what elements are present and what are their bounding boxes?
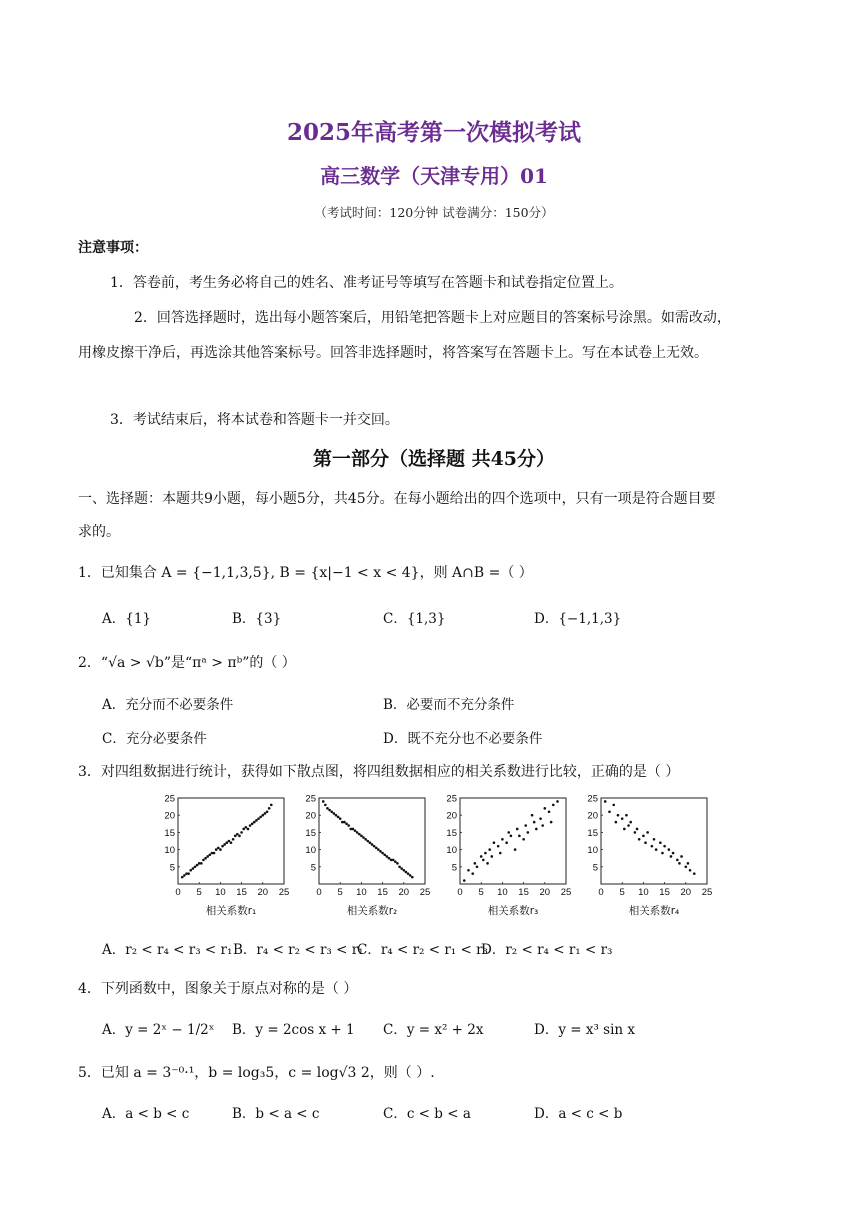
- data-point: [644, 841, 647, 844]
- data-point: [653, 838, 656, 841]
- x-tick-label: 15: [659, 887, 670, 898]
- data-point: [247, 828, 250, 831]
- data-point: [221, 845, 224, 848]
- y-tick-label: 10: [164, 845, 175, 857]
- data-point: [358, 833, 361, 836]
- question-4-option-a[interactable]: A．y = 2ˣ − 1/2ˣ: [102, 1022, 215, 1038]
- plot-frame: [460, 798, 566, 884]
- question-2-option-c[interactable]: C．充分必要条件: [102, 731, 207, 747]
- data-point: [232, 838, 235, 841]
- data-point: [369, 841, 372, 844]
- data-point: [400, 867, 403, 870]
- data-point: [345, 823, 348, 826]
- question-2-option-a[interactable]: A．充分而不必要条件: [102, 697, 234, 713]
- data-point: [228, 840, 231, 843]
- data-point: [405, 871, 408, 874]
- data-point: [240, 831, 243, 834]
- data-point: [634, 831, 637, 834]
- data-point: [253, 821, 256, 824]
- data-point: [476, 866, 479, 869]
- data-point: [544, 807, 547, 810]
- question-2-option-d[interactable]: D．既不充分也不必要条件: [383, 731, 543, 747]
- data-point: [687, 862, 690, 865]
- x-tick-label: 15: [518, 887, 529, 898]
- data-point: [371, 843, 374, 846]
- scatter-plot-1: [158, 794, 288, 922]
- question-3-stem: 3．对四组数据进行统计，获得如下散点图，将四组数据相应的相关系数进行比较，正确的是（ ）: [78, 764, 680, 780]
- y-tick-label: 5: [451, 862, 457, 874]
- x-tick-label: 10: [638, 887, 649, 898]
- data-point: [510, 835, 513, 838]
- y-tick-label: 25: [587, 793, 598, 805]
- data-point: [407, 872, 410, 875]
- data-point: [651, 845, 654, 848]
- question-1-option-c[interactable]: C．{1,3}: [383, 611, 446, 627]
- data-point: [392, 859, 395, 862]
- x-axis-label: 相关系数r₁: [205, 905, 257, 917]
- data-point: [335, 814, 338, 817]
- question-1-option-b[interactable]: B．{3}: [232, 611, 282, 627]
- data-point: [394, 860, 397, 863]
- data-point: [322, 800, 325, 803]
- y-tick-label: 25: [305, 793, 316, 805]
- data-point: [352, 828, 355, 831]
- question-5-option-d[interactable]: D．a < c < b: [534, 1106, 623, 1122]
- data-point: [488, 848, 491, 851]
- data-point: [328, 809, 331, 812]
- data-point: [474, 862, 477, 865]
- y-tick-label: 25: [164, 793, 175, 805]
- y-tick-label: 15: [587, 827, 598, 839]
- data-point: [623, 828, 626, 831]
- data-point: [262, 814, 265, 817]
- data-point: [381, 852, 384, 855]
- data-point: [398, 866, 401, 869]
- data-point: [403, 869, 406, 872]
- data-point: [238, 835, 241, 838]
- x-tick-label: 25: [419, 887, 431, 898]
- question-3-option-d[interactable]: D．r₂ < r₄ < r₁ < r₃: [481, 942, 613, 958]
- question-4-option-b[interactable]: B．y = 2cos x + 1: [232, 1022, 355, 1038]
- data-point: [396, 862, 399, 865]
- data-point: [608, 810, 611, 813]
- data-point: [181, 876, 184, 879]
- data-point: [507, 831, 510, 834]
- scatter-plot-4: [581, 794, 711, 922]
- data-point: [501, 838, 504, 841]
- data-point: [264, 812, 267, 815]
- data-point: [663, 845, 666, 848]
- data-point: [366, 840, 369, 843]
- y-tick-label: 20: [587, 810, 598, 822]
- data-point: [411, 876, 414, 879]
- data-point: [213, 852, 216, 855]
- data-point: [362, 836, 365, 839]
- data-point: [522, 838, 525, 841]
- x-tick-label: 25: [560, 887, 572, 898]
- question-3-option-b[interactable]: B．r₄ < r₂ < r₃ < r₁: [233, 942, 364, 958]
- x-tick-label: 15: [377, 887, 388, 898]
- x-tick-label: 0: [175, 887, 181, 898]
- data-point: [636, 828, 639, 831]
- data-point: [377, 848, 380, 851]
- part1-intro-line1: 一、选择题：本题共9小题，每小题5分，共45分。在每小题给出的四个选项中，只有一项是符合题目要: [78, 491, 716, 507]
- data-point: [482, 859, 485, 862]
- x-tick-label: 15: [236, 887, 247, 898]
- data-point: [375, 847, 378, 850]
- data-point: [259, 816, 262, 819]
- plot-frame: [178, 798, 284, 884]
- data-point: [236, 833, 239, 836]
- data-point: [642, 835, 645, 838]
- data-point: [685, 866, 688, 869]
- data-point: [524, 824, 527, 827]
- data-point: [183, 874, 186, 877]
- y-tick-label: 5: [592, 862, 598, 874]
- x-tick-label: 10: [356, 887, 367, 898]
- x-tick-label: 5: [619, 887, 625, 898]
- scatter-plot-3-svg: [440, 794, 570, 922]
- data-point: [324, 804, 327, 807]
- data-point: [364, 838, 367, 841]
- part1-intro-line2: 求的。: [78, 524, 120, 540]
- data-point: [373, 845, 376, 848]
- data-point: [242, 828, 245, 831]
- y-tick-label: 20: [305, 810, 316, 822]
- data-point: [249, 824, 252, 827]
- question-1-stem: 1．已知集合 A = {−1,1,3,5}, B = {x|−1 < x < 4}，则 A∩B =（ ）: [78, 565, 533, 581]
- data-point: [360, 835, 363, 838]
- data-point: [689, 869, 692, 872]
- question-4-stem: 4．下列函数中，图象关于原点对称的是（ ）: [78, 981, 358, 997]
- data-point: [604, 800, 607, 803]
- data-point: [484, 852, 487, 855]
- y-tick-label: 25: [446, 793, 457, 805]
- plot-frame: [319, 798, 425, 884]
- exam-title: 2025年高考第一次模拟考试: [286, 119, 581, 146]
- data-point: [339, 817, 342, 820]
- data-point: [627, 824, 630, 827]
- x-tick-label: 20: [539, 887, 551, 898]
- data-point: [678, 862, 681, 865]
- data-point: [625, 814, 628, 817]
- y-tick-label: 5: [169, 862, 175, 874]
- data-point: [668, 848, 671, 851]
- y-tick-label: 15: [164, 827, 175, 839]
- data-point: [497, 845, 500, 848]
- data-point: [409, 874, 412, 877]
- data-point: [245, 826, 248, 829]
- exam-subtitle: 高三数学（天津专用）01: [320, 164, 548, 188]
- y-tick-label: 20: [164, 810, 175, 822]
- data-point: [550, 821, 553, 824]
- data-point: [463, 879, 466, 882]
- data-point: [383, 853, 386, 856]
- data-point: [266, 810, 269, 813]
- data-point: [337, 816, 340, 819]
- data-point: [617, 814, 620, 817]
- x-tick-label: 0: [457, 887, 463, 898]
- data-point: [347, 824, 350, 827]
- x-tick-label: 5: [478, 887, 484, 898]
- scatter-plot-2-svg: [299, 794, 429, 922]
- x-tick-label: 10: [497, 887, 508, 898]
- data-point: [518, 835, 521, 838]
- data-point: [206, 855, 209, 858]
- question-4-option-d[interactable]: D．y = x³ sin x: [534, 1022, 636, 1038]
- data-point: [661, 852, 664, 855]
- data-point: [379, 850, 382, 853]
- question-3-option-c[interactable]: C．r₄ < r₂ < r₁ < r₃: [357, 942, 488, 958]
- data-point: [192, 867, 195, 870]
- data-point: [676, 859, 679, 862]
- data-point: [471, 872, 474, 875]
- data-point: [330, 810, 333, 813]
- question-5-stem: 5．已知 a = 3⁻⁰·¹，b = log₃5，c = log√3 2，则（ ）.: [78, 1065, 435, 1081]
- data-point: [499, 852, 502, 855]
- data-point: [539, 817, 542, 820]
- y-tick-label: 5: [310, 862, 316, 874]
- x-tick-label: 25: [278, 887, 290, 898]
- y-tick-label: 10: [305, 845, 316, 857]
- x-tick-label: 0: [598, 887, 604, 898]
- data-point: [225, 841, 228, 844]
- y-tick-label: 10: [446, 845, 457, 857]
- question-3-option-a[interactable]: A．r₂ < r₄ < r₃ < r₁: [102, 942, 233, 958]
- data-point: [655, 848, 658, 851]
- data-point: [333, 812, 336, 815]
- note-item-2: 2．回答选择题时，选出每小题答案后，用铅笔把答题卡上对应题目的答案标号涂黑。如需改动，: [134, 310, 731, 326]
- data-point: [493, 841, 496, 844]
- x-tick-label: 5: [196, 887, 202, 898]
- y-tick-label: 15: [305, 827, 316, 839]
- y-tick-label: 20: [446, 810, 457, 822]
- x-tick-label: 20: [680, 887, 692, 898]
- question-2-stem: 2．“√a > √b”是“πᵃ > πᵇ”的（ ）: [78, 655, 296, 671]
- data-point: [533, 821, 536, 824]
- data-point: [629, 821, 632, 824]
- data-point: [354, 829, 357, 832]
- part1-title: 第一部分（选择题 共45分）: [312, 448, 556, 470]
- question-1-option-a[interactable]: A．{1}: [102, 611, 152, 627]
- question-5-option-a[interactable]: A．a < b < c: [102, 1106, 190, 1122]
- data-point: [189, 869, 192, 872]
- question-4-option-c[interactable]: C．y = x² + 2x: [383, 1022, 484, 1038]
- data-point: [230, 841, 233, 844]
- question-1-option-d[interactable]: D．{−1,1,3}: [534, 611, 622, 627]
- data-point: [215, 848, 218, 851]
- x-tick-label: 10: [215, 887, 226, 898]
- x-tick-label: 0: [316, 887, 322, 898]
- note-item-2-cont: 用橡皮擦干净后，再选涂其他答案标号。回答非选择题时，将答案写在答题卡上。写在本试卷上无效。: [78, 345, 708, 361]
- y-tick-label: 15: [446, 827, 457, 839]
- data-point: [612, 804, 615, 807]
- data-point: [531, 814, 534, 817]
- data-point: [615, 821, 618, 824]
- data-point: [217, 847, 220, 850]
- data-point: [548, 810, 551, 813]
- x-tick-label: 20: [398, 887, 410, 898]
- data-point: [386, 855, 389, 858]
- data-point: [343, 821, 346, 824]
- data-point: [255, 819, 258, 822]
- x-axis-label: 相关系数r₄: [628, 905, 680, 917]
- note-item-1: 1．答卷前，考生务必将自己的姓名、准考证号等填写在答题卡和试卷指定位置上。: [110, 275, 623, 291]
- data-point: [514, 848, 517, 851]
- data-point: [527, 831, 530, 834]
- data-point: [646, 831, 649, 834]
- data-point: [670, 855, 673, 858]
- data-point: [467, 869, 470, 872]
- scatter-plot-1-svg: [158, 794, 288, 922]
- question-2-option-b[interactable]: B．必要而不充分条件: [383, 697, 515, 713]
- data-point: [251, 823, 254, 826]
- data-point: [234, 835, 237, 838]
- data-point: [491, 855, 494, 858]
- data-point: [621, 817, 624, 820]
- question-5-option-b[interactable]: B．b < a < c: [232, 1106, 320, 1122]
- data-point: [209, 853, 212, 856]
- data-point: [356, 831, 359, 834]
- data-point: [204, 857, 207, 860]
- scatter-plot-2: [299, 794, 429, 922]
- data-point: [516, 828, 519, 831]
- data-point: [552, 804, 555, 807]
- note-item-3: 3．考试结束后，将本试卷和答题卡一并交回。: [110, 412, 399, 428]
- exam-info: （考试时间：120分钟 试卷满分：150分）: [314, 205, 554, 220]
- y-tick-label: 10: [587, 845, 598, 857]
- data-point: [326, 807, 329, 810]
- scatter-plot-3: [440, 794, 570, 922]
- data-point: [223, 843, 226, 846]
- data-point: [200, 862, 203, 865]
- data-point: [535, 828, 538, 831]
- data-point: [680, 855, 683, 858]
- data-point: [202, 859, 205, 862]
- x-tick-label: 5: [337, 887, 343, 898]
- x-tick-label: 25: [701, 887, 713, 898]
- data-point: [194, 866, 197, 869]
- data-point: [672, 852, 675, 855]
- data-point: [388, 857, 391, 860]
- data-point: [196, 864, 199, 867]
- question-5-option-c[interactable]: C．c < b < a: [383, 1106, 471, 1122]
- data-point: [187, 872, 190, 875]
- x-axis-label: 相关系数r₂: [346, 905, 398, 917]
- data-point: [480, 855, 483, 858]
- x-tick-label: 20: [257, 887, 269, 898]
- data-point: [556, 800, 559, 803]
- data-point: [270, 804, 273, 807]
- data-point: [693, 872, 696, 875]
- data-point: [541, 824, 544, 827]
- x-axis-label: 相关系数r₃: [487, 905, 539, 917]
- notes-heading: 注意事项：: [78, 240, 148, 256]
- data-point: [638, 838, 641, 841]
- scatter-plot-4-svg: [581, 794, 711, 922]
- data-point: [268, 807, 271, 810]
- data-point: [219, 848, 222, 851]
- data-point: [505, 841, 508, 844]
- plot-frame: [601, 798, 707, 884]
- data-point: [257, 817, 260, 820]
- data-point: [659, 841, 662, 844]
- data-point: [486, 862, 489, 865]
